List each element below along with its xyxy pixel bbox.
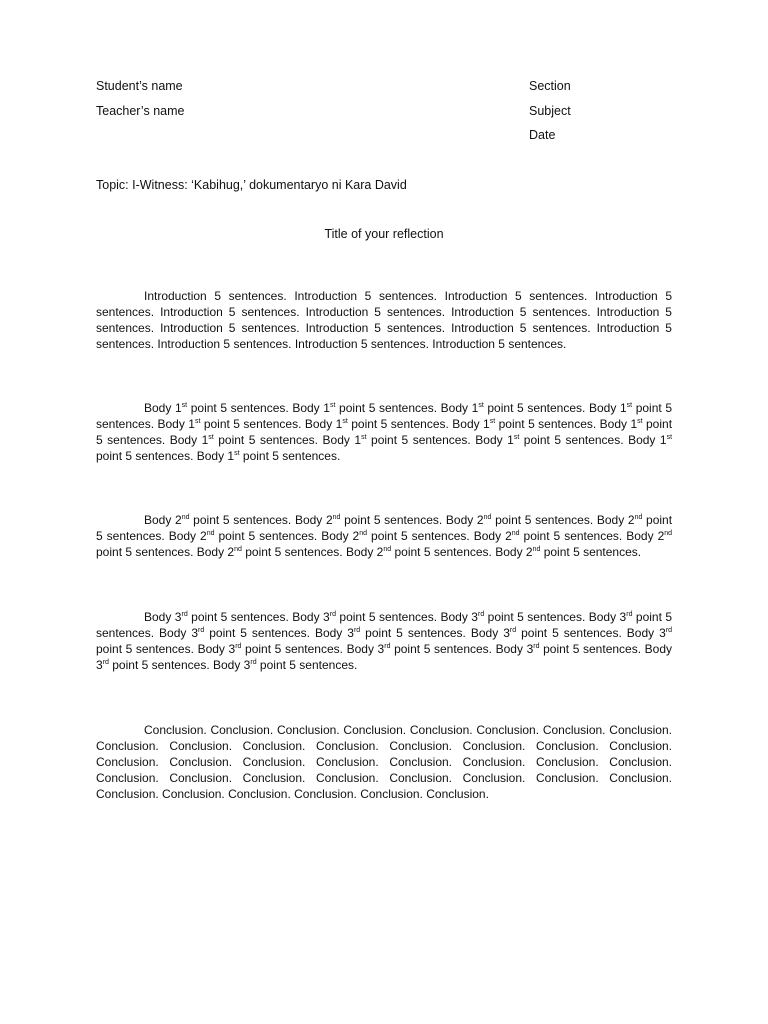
conclusion-sentence: Conclusion. [462,755,526,769]
body1-sentence: Body 1st point 5 sentences. [96,417,673,447]
body2-sentence: Body 2nd point 5 sentences. [168,529,318,543]
body1-sentence: Body 1st point 5 sentences. [292,401,438,415]
body3-sentence: Body 3rd point 5 sentences. [495,642,642,656]
body1-sentence: Body 1st point 5 sentences. [322,433,471,447]
introduction-sentence: Introduction 5 sentences. [96,321,672,351]
ordinal-suffix: st [637,418,643,425]
conclusion-sentence: Conclusion. [242,755,306,769]
introduction-sentence: Introduction 5 sentences. [96,305,672,335]
topic-line: Topic: I-Witness: ‘Kabihug,’ dokumentaryo ni Kara David [96,178,407,192]
introduction-sentence: Introduction 5 sentences. [160,321,300,335]
ordinal-suffix: st [181,402,188,409]
conclusion-sentence: Conclusion. [389,771,453,785]
conclusion-sentence: Conclusion. [210,723,274,737]
conclusion-paragraph [96,722,672,802]
conclusion-sentence: Conclusion. [96,755,159,769]
conclusion-sentence: Conclusion. [462,739,526,753]
body3-sentence: Body 3rd point 5 sentences. [144,610,289,624]
ordinal-suffix: st [194,418,201,425]
conclusion-sentence: Conclusion. [609,739,672,753]
ordinal-suffix: nd [483,514,492,521]
ordinal-suffix: nd [511,530,520,537]
ordinal-suffix: nd [532,546,541,553]
body1-sentence: Body 1st point 5 sentences. [96,433,673,463]
ordinal-suffix: rd [198,627,205,634]
body1-sentence: Body 1st point 5 sentences. [475,433,624,447]
ordinal-suffix: rd [102,659,109,666]
conclusion-sentence: Conclusion. [162,787,225,801]
conclusion-sentence: Conclusion. [242,771,306,785]
body1-sentence: Body 1st point 5 sentences. [157,417,302,431]
introduction-sentence: Introduction 5 sentences. [305,321,446,335]
introduction-sentence: Introduction 5 sentences. [160,305,300,319]
body3-sentence: Body 3rd point 5 sentences. [292,610,438,624]
ordinal-suffix: nd [181,514,190,521]
body2-sentence: Body 2nd point 5 sentences. [345,545,492,559]
ordinal-suffix: nd [634,514,643,521]
header-left-block [96,78,184,127]
conclusion-sentence: Conclusion. [609,771,672,785]
body1-sentence: Body 1st point 5 sentences. [96,401,673,431]
ordinal-suffix: st [513,434,520,441]
body2-sentence: Body 2nd point 5 sentences. [294,513,443,527]
conclusion-sentence: Conclusion. [535,771,599,785]
body3-sentence: Body 3rd point 5 sentences. [213,658,358,672]
conclusion-sentence: Conclusion. [96,771,159,785]
body2-sentence: Body 2nd point 5 sentences. [144,513,292,527]
ordinal-suffix: rd [250,659,257,666]
ordinal-suffix: st [342,418,348,425]
body1-sentence: Body 1st point 5 sentences. [196,449,341,463]
ordinal-suffix: st [329,402,336,409]
introduction-sentence: Introduction 5 sentences. [294,337,429,351]
ordinal-suffix: nd [206,530,215,537]
conclusion-sentence: Conclusion. [535,739,599,753]
introduction-sentence: Introduction 5 sentences. [451,321,591,335]
introduction-sentence: Introduction 5 sentences. [144,289,287,303]
conclusion-sentence: Conclusion. [542,723,606,737]
conclusion-sentence: Conclusion. [389,755,453,769]
conclusion-sentence: Conclusion. [360,787,423,801]
introduction-sentence: Introduction 5 sentences. [451,305,591,319]
body2-sentence: Body 2nd point 5 sentences. [321,529,470,543]
conclusion-sentence: Conclusion. [242,739,306,753]
conclusion-sentence: Conclusion. [315,755,379,769]
conclusion-sentence: Conclusion. [426,787,489,801]
conclusion-sentence: Conclusion. [144,723,207,737]
conclusion-sentence: Conclusion. [462,771,526,785]
conclusion-sentence: Conclusion. [409,723,473,737]
body-1-paragraph [96,400,672,464]
body1-sentence: Body 1st point 5 sentences. [304,417,449,431]
conclusion-sentence: Conclusion. [315,739,379,753]
ordinal-suffix: st [489,418,496,425]
ordinal-suffix: rd [181,611,188,618]
teacher-name-label: Teacher’s name [96,103,185,118]
ordinal-suffix: rd [384,643,391,650]
conclusion-sentence: Conclusion. [294,787,357,801]
header-right-block [529,78,571,152]
introduction-sentence: Introduction 5 sentences. [96,289,672,319]
body3-sentence: Body 3rd point 5 sentences. [470,626,622,640]
introduction-sentence: Introduction 5 sentences. [294,289,438,303]
body-3-paragraph [96,609,672,673]
body2-sentence: Body 2nd point 5 sentences. [495,545,642,559]
conclusion-sentence: Conclusion. [343,723,407,737]
conclusion-sentence: Conclusion. [476,723,540,737]
conclusion-sentence: Conclusion. [228,787,291,801]
ordinal-suffix: st [626,402,633,409]
ordinal-suffix: rd [477,611,485,618]
conclusion-sentence: Conclusion. [609,723,672,737]
ordinal-suffix: nd [332,514,341,521]
ordinal-suffix: rd [626,611,633,618]
conclusion-sentence: Conclusion. [96,787,159,801]
body1-sentence: Body 1st point 5 sentences. [440,401,586,415]
body1-sentence: Body 1st point 5 sentences. [144,401,289,415]
introduction-sentence: Introduction 5 sentences. [305,305,446,319]
section-label: Section [529,79,571,93]
introduction-sentence: Introduction 5 sentences. [157,337,292,351]
introduction-sentence: Introduction 5 sentences. [444,289,588,303]
ordinal-suffix: nd [234,546,242,553]
ordinal-suffix: st [478,402,484,409]
body1-sentence: Body 1st point 5 sentences. [169,433,318,447]
date-label: Date [529,128,556,143]
ordinal-suffix: rd [509,627,517,634]
body3-sentence: Body 3rd point 5 sentences. [96,626,673,656]
ordinal-suffix: st [666,434,673,441]
body-2-paragraph [96,512,672,560]
reflection-title: Title of your reflection [324,227,444,241]
conclusion-sentence: Conclusion. [535,755,599,769]
body3-sentence: Body 3rd point 5 sentences. [159,626,310,640]
ordinal-suffix: st [361,434,367,441]
body3-sentence: Body 3rd point 5 sentences. [314,626,466,640]
conclusion-sentence: Conclusion. [315,771,379,785]
body3-sentence: Body 3rd point 5 sentences. [96,642,673,672]
conclusion-sentence: Conclusion. [389,739,453,753]
ordinal-suffix: rd [665,627,673,634]
introduction-sentence: Introduction 5 sentences. [432,337,567,351]
conclusion-sentence: Conclusion. [276,723,340,737]
ordinal-suffix: nd [359,530,368,537]
ordinal-suffix: st [234,450,240,457]
ordinal-suffix: st [208,434,214,441]
ordinal-suffix: rd [533,643,540,650]
ordinal-suffix: nd [383,546,392,553]
body2-sentence: Body 2nd point 5 sentences. [445,513,594,527]
body3-sentence: Body 3rd point 5 sentences. [96,610,673,640]
body2-sentence: Body 2nd point 5 sentences. [473,529,623,543]
ordinal-suffix: rd [353,627,361,634]
student-name-label: Student’s name [96,79,183,93]
ordinal-suffix: rd [329,611,336,618]
body3-sentence: Body 3rd point 5 sentences. [197,642,343,656]
ordinal-suffix: rd [235,643,242,650]
conclusion-sentence: Conclusion. [169,755,233,769]
body2-sentence: Body 2nd point 5 sentences. [196,545,343,559]
body2-sentence: Body 2nd point 5 sentences. [96,513,673,543]
conclusion-sentence: Conclusion. [609,755,672,769]
body2-sentence: Body 2nd point 5 sentences. [96,529,673,559]
ordinal-suffix: nd [664,530,673,537]
conclusion-sentence: Conclusion. [169,739,233,753]
body3-sentence: Body 3rd point 5 sentences. [346,642,493,656]
body1-sentence: Body 1st point 5 sentences. [452,417,597,431]
body3-sentence: Body 3rd point 5 sentences. [440,610,586,624]
subject-label: Subject [529,103,571,118]
conclusion-sentence: Conclusion. [96,739,159,753]
introduction-paragraph [96,288,672,352]
conclusion-sentence: Conclusion. [169,771,233,785]
